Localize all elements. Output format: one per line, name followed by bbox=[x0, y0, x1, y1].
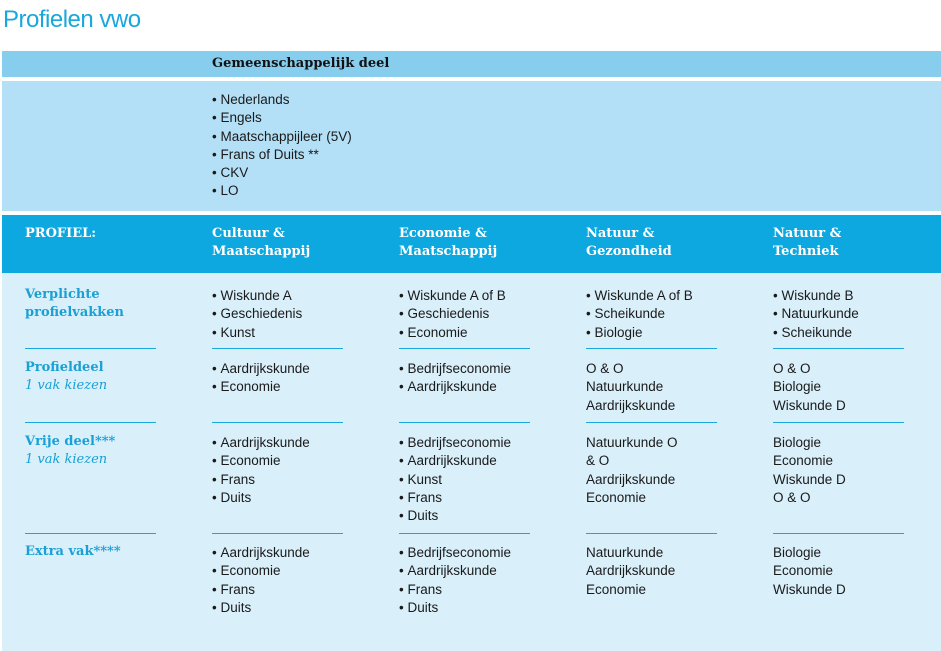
list-item: • Aardrijkskunde bbox=[212, 544, 310, 562]
list-item: Biologie bbox=[773, 435, 822, 450]
list-item: Aardrijkskunde bbox=[586, 471, 676, 487]
list-item: • Scheikunde bbox=[586, 305, 693, 323]
list-item: Natuurkunde O bbox=[586, 435, 678, 450]
row-divider bbox=[399, 422, 530, 423]
list-item: • Natuurkunde bbox=[773, 305, 859, 323]
cell-vrije-economie bbox=[399, 434, 511, 525]
list-item: • Wiskunde A of B bbox=[399, 287, 506, 305]
list-item: Biologie bbox=[773, 545, 822, 560]
row-divider bbox=[212, 348, 343, 349]
row-divider bbox=[25, 348, 156, 349]
list-item: Economie bbox=[773, 563, 834, 579]
page-title: Profielen vwo bbox=[3, 6, 141, 33]
list-item: • Engels bbox=[212, 109, 352, 127]
row-label-text: Extra vak**** bbox=[25, 544, 121, 559]
cell-vrije-gezondheid bbox=[586, 434, 678, 507]
row-divider bbox=[25, 533, 156, 534]
list-item: • Economie bbox=[212, 562, 310, 580]
list-item: • Economie bbox=[212, 378, 310, 396]
list-item: Natuurkunde bbox=[586, 545, 664, 560]
profile-label: PROFIEL: bbox=[25, 226, 97, 241]
list-item: • Kunst bbox=[399, 471, 511, 489]
list-item: • LO bbox=[212, 182, 352, 200]
cell-verplicht-gezondheid bbox=[586, 287, 693, 342]
list-item: Aardrijkskunde bbox=[586, 397, 676, 413]
list-item: • Frans bbox=[212, 581, 310, 599]
cell-profieldeel-techniek bbox=[773, 360, 846, 415]
list-item: • CKV bbox=[212, 164, 352, 182]
row-divider bbox=[586, 533, 717, 534]
list-item: • Aardrijkskunde bbox=[212, 360, 310, 378]
list-item: • Kunst bbox=[212, 324, 302, 342]
list-item: • Aardrijkskunde bbox=[212, 434, 310, 452]
row-divider bbox=[773, 348, 904, 349]
list-item: Wiskunde D bbox=[773, 397, 846, 413]
list-item: O & O bbox=[773, 489, 811, 505]
list-item: • Bedrijfseconomie bbox=[399, 544, 511, 562]
profile-header-cultuur-maatschappij: Cultuur & Maatschappij bbox=[212, 226, 311, 259]
list-item: Economie bbox=[773, 453, 834, 469]
list-item: O & O bbox=[586, 361, 624, 376]
list-item: • Duits bbox=[399, 599, 511, 617]
cell-extra-gezondheid bbox=[586, 544, 675, 599]
list-item: • Wiskunde B bbox=[773, 287, 859, 305]
row-divider bbox=[212, 422, 343, 423]
list-item: • Duits bbox=[212, 489, 310, 507]
cell-vrije-techniek bbox=[773, 434, 846, 507]
cell-verplicht-techniek bbox=[773, 287, 859, 342]
list-item: Wiskunde D bbox=[773, 471, 846, 487]
row-divider bbox=[586, 348, 717, 349]
list-item: • Geschiedenis bbox=[399, 305, 506, 323]
list-item: • Duits bbox=[212, 599, 310, 617]
common-subject-list bbox=[212, 91, 352, 201]
row-divider bbox=[773, 422, 904, 423]
list-item: & O bbox=[586, 453, 610, 469]
list-item: • Geschiedenis bbox=[212, 305, 302, 323]
list-item: Wiskunde D bbox=[773, 581, 846, 597]
list-item: • Frans bbox=[399, 489, 511, 507]
list-item: • Bedrijfseconomie bbox=[399, 360, 511, 378]
list-item: • Economie bbox=[212, 452, 310, 470]
row-label-verplichte-profielvakken bbox=[25, 286, 124, 322]
cell-extra-cultuur bbox=[212, 544, 310, 617]
row-divider bbox=[399, 533, 530, 534]
profile-header-natuur-techniek: Natuur & Techniek bbox=[773, 226, 842, 259]
cell-vrije-cultuur bbox=[212, 434, 310, 507]
list-item: • Frans bbox=[212, 471, 310, 489]
list-item: • Duits bbox=[399, 507, 511, 525]
profile-header-economie-maatschappij: Economie & Maatschappij bbox=[399, 226, 498, 259]
row-label-profieldeel bbox=[25, 359, 107, 395]
cell-profieldeel-gezondheid bbox=[586, 360, 675, 415]
list-item: • Frans of Duits ** bbox=[212, 146, 352, 164]
list-item: Aardrijkskunde bbox=[586, 563, 676, 579]
common-header-band bbox=[2, 51, 941, 77]
cell-extra-economie bbox=[399, 544, 511, 617]
cell-extra-techniek bbox=[773, 544, 846, 599]
list-item: • Frans bbox=[399, 581, 511, 599]
row-label-note: 1 vak kiezen bbox=[25, 378, 108, 393]
row-label-text: Vrije deel*** bbox=[25, 434, 116, 449]
cell-verplicht-cultuur bbox=[212, 287, 302, 342]
cell-verplicht-economie bbox=[399, 287, 506, 342]
list-item: • Nederlands bbox=[212, 91, 352, 109]
cell-profieldeel-cultuur bbox=[212, 360, 310, 397]
list-item: • Wiskunde A of B bbox=[586, 287, 693, 305]
common-body-band bbox=[2, 81, 941, 211]
row-label-extra-vak bbox=[25, 543, 121, 561]
row-divider bbox=[773, 533, 904, 534]
row-divider bbox=[586, 422, 717, 423]
row-label-text: Verplichte profielvakken bbox=[25, 287, 124, 320]
row-divider bbox=[25, 422, 156, 423]
list-item: • Bedrijfseconomie bbox=[399, 434, 511, 452]
row-divider bbox=[212, 533, 343, 534]
list-item: • Aardrijkskunde bbox=[399, 452, 511, 470]
list-item: • Economie bbox=[399, 324, 506, 342]
list-item: O & O bbox=[773, 361, 811, 376]
list-item: Natuurkunde bbox=[586, 379, 664, 395]
profile-header-natuur-gezondheid: Natuur & Gezondheid bbox=[586, 226, 672, 259]
list-item: Economie bbox=[586, 581, 647, 597]
common-heading: Gemeenschappelijk deel bbox=[212, 56, 390, 71]
row-label-vrije-deel bbox=[25, 433, 115, 469]
row-divider bbox=[399, 348, 530, 349]
list-item: • Scheikunde bbox=[773, 324, 859, 342]
list-item: • Maatschappijleer (5V) bbox=[212, 128, 352, 146]
list-item: • Aardrijkskunde bbox=[399, 378, 511, 396]
cell-profieldeel-economie bbox=[399, 360, 511, 397]
list-item: Economie bbox=[586, 489, 647, 505]
list-item: • Wiskunde A bbox=[212, 287, 302, 305]
row-label-note: 1 vak kiezen bbox=[25, 452, 108, 467]
list-item: • Biologie bbox=[586, 324, 693, 342]
row-label-text: Profieldeel bbox=[25, 360, 104, 375]
list-item: Biologie bbox=[773, 379, 822, 395]
list-item: • Aardrijkskunde bbox=[399, 562, 511, 580]
